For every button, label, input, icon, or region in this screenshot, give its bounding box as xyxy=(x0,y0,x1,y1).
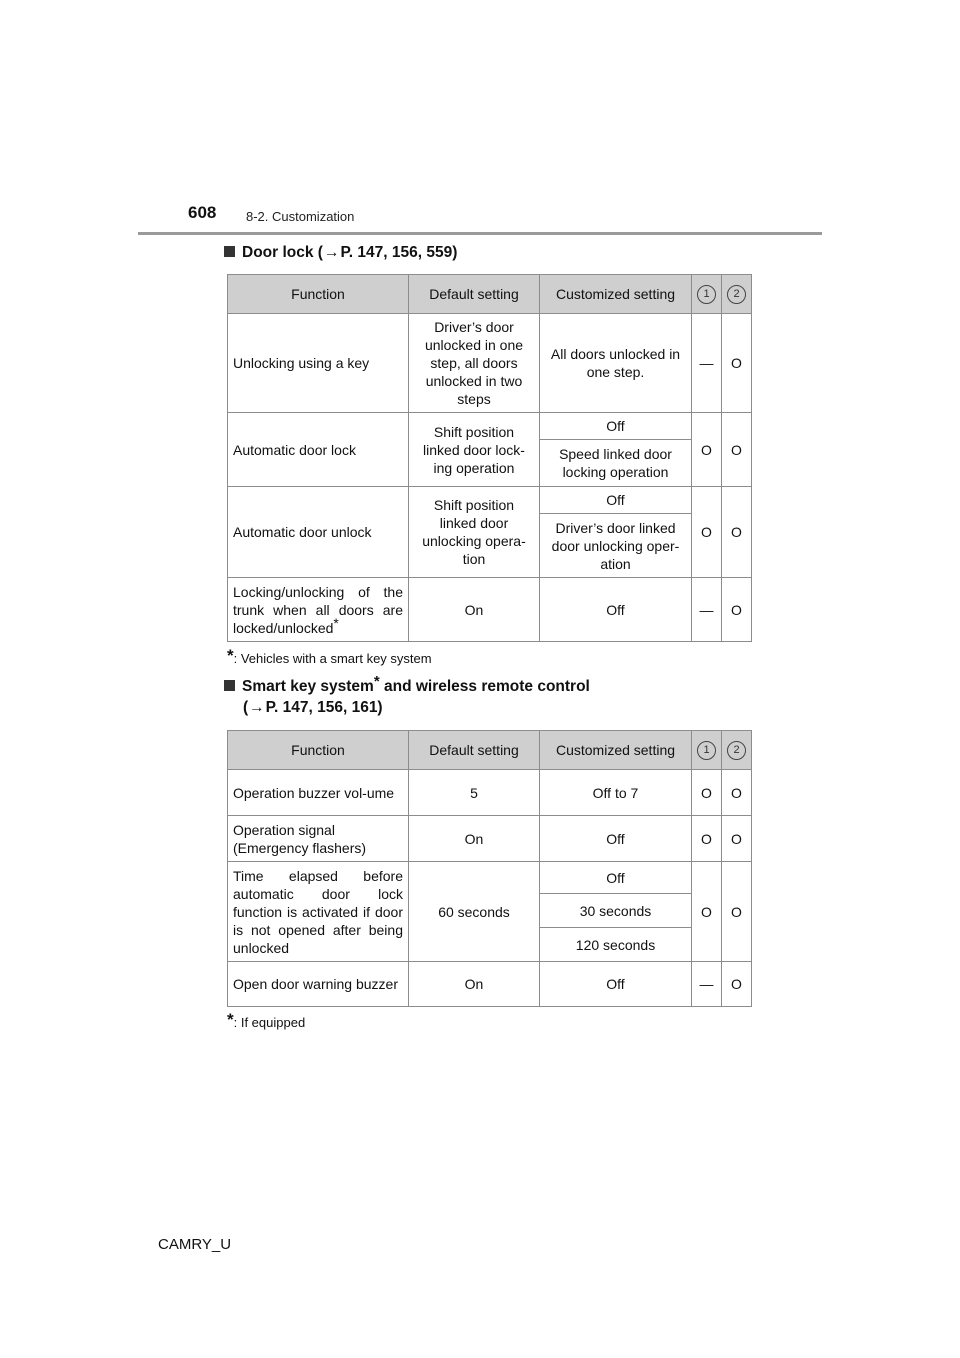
smart-key-heading: Smart key system* and wireless remote control xyxy=(224,677,590,697)
default-cell: Driver’s door unlocked in one step, all doors unlocked in two steps xyxy=(409,314,540,413)
method-2-cell: O xyxy=(722,578,752,642)
function-cell: Automatic door lock xyxy=(228,413,409,487)
function-cell: Time elapsed before automatic door lock function is activated if door is not opened after being unlocked xyxy=(228,862,409,962)
asterisk-mark: * xyxy=(373,673,380,690)
smart-key-footnote: *: If equipped xyxy=(227,1010,306,1030)
circled-1-icon: 1 xyxy=(697,741,716,760)
door-lock-table xyxy=(227,274,752,642)
circled-2-icon: 2 xyxy=(727,285,746,304)
customized-cell: Speed linked door locking operation xyxy=(540,440,692,487)
table-row xyxy=(228,314,752,413)
method-1-cell: O xyxy=(692,862,722,962)
method-2-cell: O xyxy=(722,962,752,1007)
column-header-customized: Customized setting xyxy=(540,731,692,770)
column-header-1 xyxy=(692,731,722,770)
method-1-cell: O xyxy=(692,487,722,578)
asterisk-mark: * xyxy=(227,1010,234,1029)
customized-cell: Off xyxy=(540,962,692,1007)
column-header-2 xyxy=(722,275,752,314)
customized-cell: Off xyxy=(540,862,692,894)
table-header-row xyxy=(228,731,752,770)
arrow-right-icon: → xyxy=(323,244,340,261)
customized-cell: Driver’s door linked door unlocking oper-ation xyxy=(540,514,692,578)
page-number: 608 xyxy=(188,203,217,222)
default-cell: On xyxy=(409,578,540,642)
table-row xyxy=(228,578,752,642)
default-cell: On xyxy=(409,962,540,1007)
customized-cell: 120 seconds xyxy=(540,928,692,962)
asterisk-mark: * xyxy=(227,646,234,665)
table-row xyxy=(228,487,752,514)
column-header-customized: Customized setting xyxy=(540,275,692,314)
column-header-function: Function xyxy=(228,275,409,314)
smart-key-heading-pages: (→P. 147, 156, 161) xyxy=(243,699,383,716)
function-cell: Locking/unlocking of the trunk when all doors are locked/unlocked* xyxy=(228,578,409,642)
customized-cell: Off xyxy=(540,816,692,862)
method-1-cell: O xyxy=(692,413,722,487)
default-cell: 5 xyxy=(409,770,540,816)
customized-cell: Off xyxy=(540,578,692,642)
chapter-title: 8-2. Customization xyxy=(246,209,355,224)
method-1-cell: O xyxy=(692,770,722,816)
function-cell: Operation buzzer vol-ume xyxy=(228,770,409,816)
default-cell: 60 seconds xyxy=(409,862,540,962)
column-header-default: Default setting xyxy=(409,275,540,314)
square-bullet-icon xyxy=(224,246,235,257)
circled-1-icon: 1 xyxy=(697,285,716,304)
table-row xyxy=(228,962,752,1007)
asterisk-mark: * xyxy=(333,614,339,631)
method-1-cell: — xyxy=(692,962,722,1007)
method-2-cell: O xyxy=(722,487,752,578)
method-2-cell: O xyxy=(722,314,752,413)
default-cell: Shift position linked door unlocking opera-tion xyxy=(409,487,540,578)
function-cell: Automatic door unlock xyxy=(228,487,409,578)
method-1-cell: — xyxy=(692,578,722,642)
column-header-default: Default setting xyxy=(409,731,540,770)
method-2-cell: O xyxy=(722,413,752,487)
circled-2-icon: 2 xyxy=(727,741,746,760)
table-row xyxy=(228,816,752,862)
customized-cell: Off xyxy=(540,413,692,440)
customized-cell: Off xyxy=(540,487,692,514)
column-header-function: Function xyxy=(228,731,409,770)
default-cell: On xyxy=(409,816,540,862)
method-2-cell: O xyxy=(722,770,752,816)
column-header-1 xyxy=(692,275,722,314)
function-cell: Operation signal (Emergency flashers) xyxy=(228,816,409,862)
function-cell: Unlocking using a key xyxy=(228,314,409,413)
default-cell: Shift position linked door lock-ing operation xyxy=(409,413,540,487)
square-bullet-icon xyxy=(224,680,235,691)
table-row xyxy=(228,862,752,894)
smart-key-table xyxy=(227,730,752,1007)
table-header-row xyxy=(228,275,752,314)
method-1-cell: O xyxy=(692,816,722,862)
function-cell: Open door warning buzzer xyxy=(228,962,409,1007)
table-row xyxy=(228,770,752,816)
table-row xyxy=(228,413,752,440)
customized-cell: All doors unlocked in one step. xyxy=(540,314,692,413)
customized-cell: 30 seconds xyxy=(540,894,692,928)
method-2-cell: O xyxy=(722,816,752,862)
column-header-2 xyxy=(722,731,752,770)
customized-cell: Off to 7 xyxy=(540,770,692,816)
door-lock-heading: Door lock (→P. 147, 156, 559) xyxy=(224,243,457,263)
door-lock-footnote: *: Vehicles with a smart key system xyxy=(227,646,432,666)
arrow-right-icon: → xyxy=(249,699,265,716)
method-1-cell: — xyxy=(692,314,722,413)
model-code: CAMRY_U xyxy=(158,1236,232,1253)
method-2-cell: O xyxy=(722,862,752,962)
header-rule xyxy=(138,232,822,235)
